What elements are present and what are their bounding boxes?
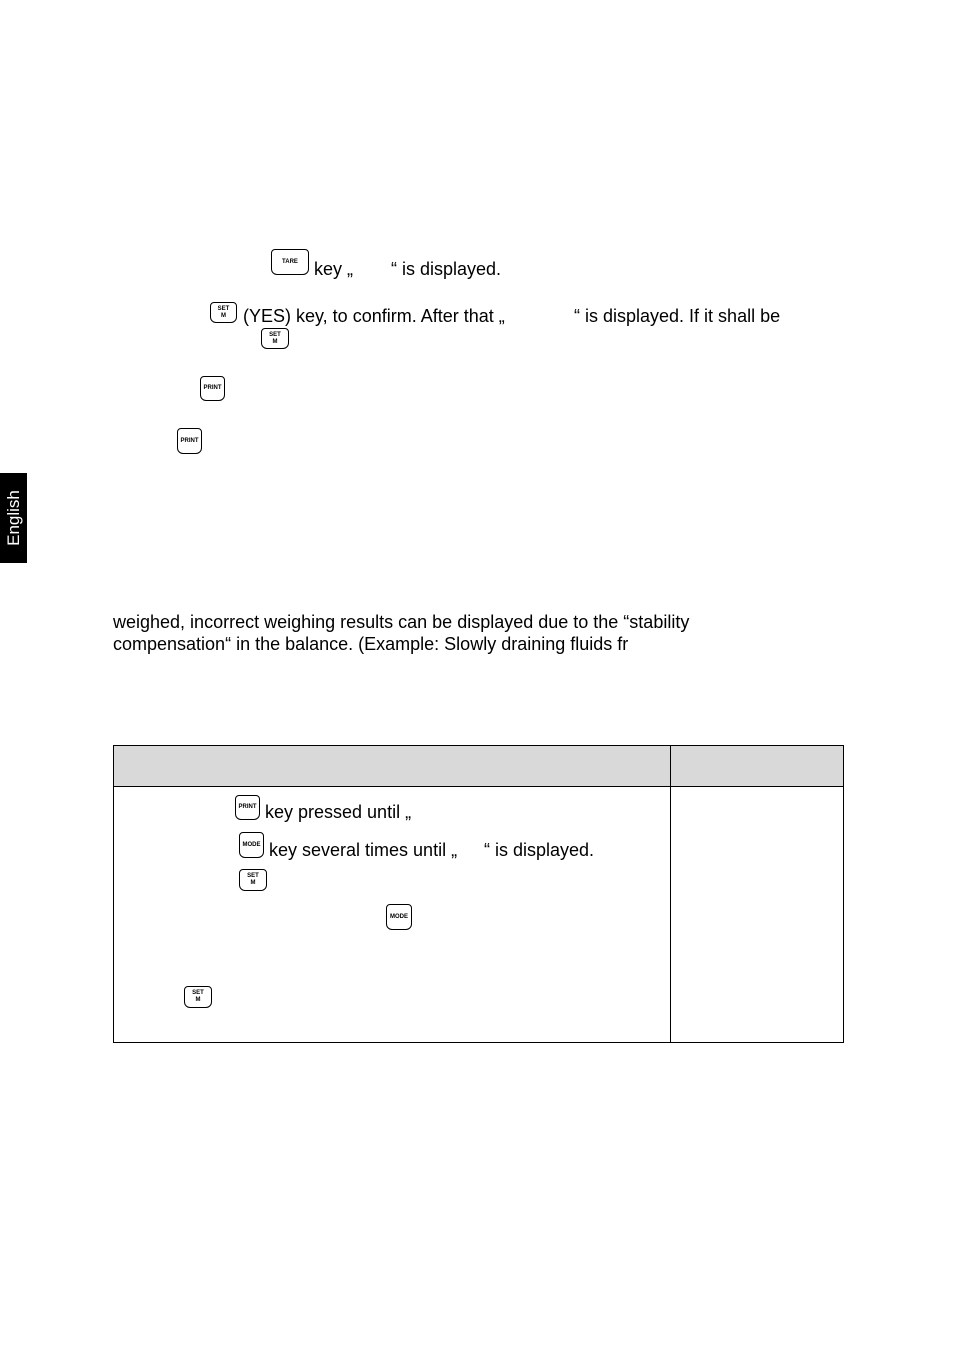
set-key-icon: SET M (210, 302, 237, 323)
mode-key-icon: MODE (386, 904, 412, 930)
step-text: “ is displayed. If it shall be (574, 306, 781, 326)
language-tab (0, 473, 27, 563)
table-header (114, 746, 843, 787)
step-text: (YES) key, to confirm. After that „ (243, 306, 505, 326)
set-key-icon: SET M (239, 869, 267, 891)
mode-key-icon: MODE (239, 832, 264, 858)
note-line: weighed, incorrect weighing results can be displayed due to the “stability (113, 612, 690, 632)
set-key-icon: SET M (261, 328, 289, 349)
print-key-icon: PRINT (177, 428, 202, 454)
language-label: English (3, 490, 23, 546)
table-row-text: key several times until „ (269, 840, 458, 860)
instruction-table (113, 745, 844, 1043)
step-text: “ is displayed. (391, 259, 502, 279)
column-divider (670, 746, 671, 1042)
print-key-icon: PRINT (200, 376, 225, 401)
note-line: compensation“ in the balance. (Example: Slowly draining fluids fr (113, 634, 629, 654)
print-key-icon: PRINT (235, 795, 260, 820)
tare-key-icon: TARE (271, 249, 309, 275)
table-row-text: “ is displayed. (484, 840, 595, 860)
set-key-icon: SET M (184, 986, 212, 1008)
step-text: key „ (314, 259, 354, 279)
table-row-text: key pressed until „ (265, 802, 412, 822)
